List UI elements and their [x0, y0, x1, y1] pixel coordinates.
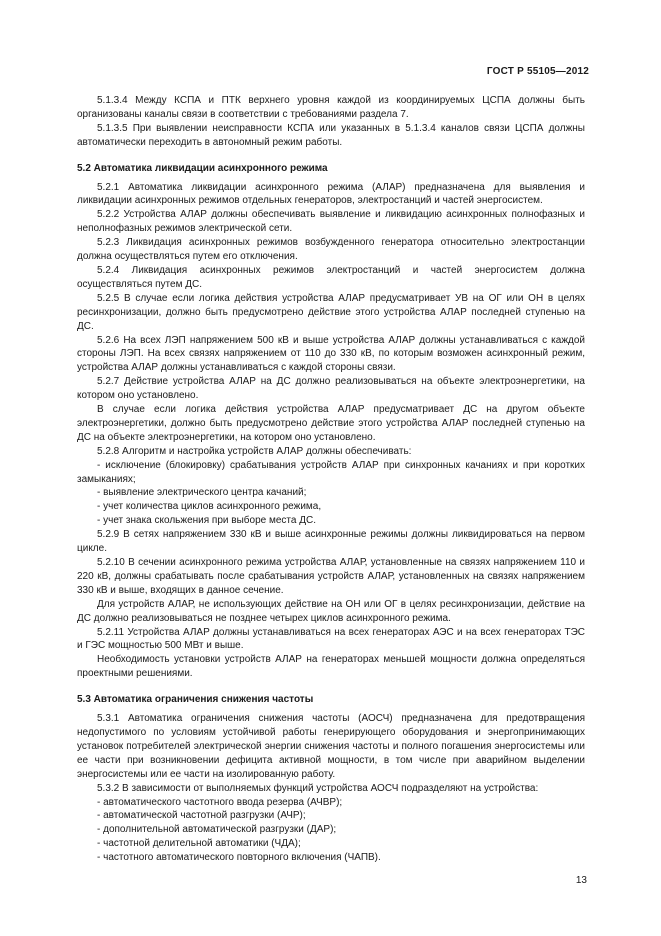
paragraph: - исключение (блокировку) срабатывания устройств АЛАР при синхронных качаниях и при коротких замыканиях; — [77, 459, 585, 485]
paragraph: - частотного автоматического повторного включения (ЧАПВ). — [97, 852, 381, 864]
paragraph: Необходимость установки устройств АЛАР на генераторах меньшей мощности должна определяться проектными решениями. — [77, 654, 585, 680]
paragraph: 5.3.1 Автоматика ограничения снижения частоты (АОСЧ) предназначена для предотвращения недопустимого по условиям устойчивой работы генерирующего оборудования и энергопринимающих установок потребителей электрической энергии снижения частоты и полного погашения энергосистемы или ее части при возникновении дефицита активной мощности, в том числе при аварийном выделении энергосистемы или ее части на изолированную работу. — [77, 713, 585, 780]
paragraph: 5.2.11 Устройства АЛАР должны устанавливаться на всех генераторах АЭС и на всех генераторах ТЭС и ГЭС мощностью 500 МВт и выше. — [77, 626, 585, 652]
paragraph: 5.2.4 Ликвидация асинхронных режимов электростанций и частей энергосистем должна осуществляться путем ДС. — [77, 264, 585, 290]
paragraph: 5.2.8 Алгоритм и настройка устройств АЛАР должны обеспечивать: — [97, 445, 412, 457]
paragraph: - автоматического частотного ввода резерва (АЧВР); — [97, 796, 343, 808]
paragraph: Для устройств АЛАР, не использующих действие на ОН или ОГ в целях ресинхронизации, действие на ДС должно реализовываться не позднее четырех циклов асинхронного режима. — [77, 598, 585, 624]
paragraph: 5.2.2 Устройства АЛАР должны обеспечивать выявление и ликвидацию асинхронных полнофазных и неполнофазных режимов электрической сети. — [77, 209, 585, 235]
section-heading: 5.2 Автоматика ликвидации асинхронного режима — [77, 162, 328, 174]
paragraph: 5.1.3.4 Между КСПА и ПТК верхнего уровня каждой из координируемых ЦСПА должны быть организованы каналы связи в соответствии с требованиями раздела 7. — [77, 95, 585, 120]
document-body — [77, 94, 585, 865]
paragraph: В случае если логика действия устройства АЛАР предусматривает ДС на другом объекте электроэнергетики, должно быть предусмотрено действие этого устройства АЛАР последней ступенью на ДС на объекте электроэнергетики, на котором оно установлено. — [77, 404, 585, 443]
paragraph: 5.2.6 На всех ЛЭП напряжением 500 кВ и выше устройства АЛАР должны устанавливаться с каждой стороны ЛЭП. На всех связях напряжением от 110 до 330 кВ, по которым возможен асинхронный режим, устройства АЛАР должны устанавливаться с каждой стороны связи. — [77, 334, 585, 374]
paragraph: - учет количества циклов асинхронного режима, — [97, 501, 322, 513]
paragraph: 5.2.7 Действие устройства АЛАР на ДС должно реализовываться на объекте электроэнергетики, на котором оно установлено. — [77, 376, 585, 402]
paragraph: - учет знака скольжения при выборе места ДС. — [97, 515, 316, 527]
page-number: 13 — [575, 875, 587, 886]
paragraph: - выявление электрического центра качаний; — [97, 487, 307, 499]
paragraph: - автоматической частотной разгрузки (АЧР); — [97, 810, 306, 822]
paragraph: - частотной делительной автоматики (ЧДА); — [97, 838, 301, 850]
paragraph: 5.2.10 В сечении асинхронного режима устройства АЛАР, установленные на связях напряжением 110 и 220 кВ, должны срабатывать после срабатывания устройств АЛАР, установленных на связях напряжением 330 кВ и выше, входящих в данное сечение. — [77, 557, 585, 596]
paragraph: 5.2.1 Автоматика ликвидации асинхронного режима (АЛАР) предназначена для выявления и ликвидации асинхронных режимов отдельных генераторов, электростанций и частей энергосистем. — [77, 181, 585, 207]
paragraph: 5.2.3 Ликвидация асинхронных режимов возбужденного генератора относительно электростанции должна осуществляться путем его отключения. — [77, 237, 585, 263]
section-heading: 5.3 Автоматика ограничения снижения частоты — [77, 694, 314, 706]
paragraph: 5.2.5 В случае если логика действия устройства АЛАР предусматривает УВ на ОГ или ОН в целях ресинхронизации, должно быть предусмотрено действие этого устройства АЛАР последней ступенью на ДС. — [77, 292, 585, 332]
paragraph: - дополнительной автоматической разгрузки (ДАР); — [97, 824, 337, 836]
paragraph: 5.2.9 В сетях напряжением 330 кВ и выше асинхронные режимы должны ликвидироваться на первом цикле. — [77, 529, 585, 555]
paragraph: 5.1.3.5 При выявлении неисправности КСПА или указанных в 5.1.3.4 каналов связи ЦСПА должны автоматически переходить в автономный режим работы. — [77, 122, 585, 148]
document-header: ГОСТ Р 55105—2012 — [486, 66, 589, 77]
paragraph: 5.3.2 В зависимости от выполняемых функций устройства АОСЧ подразделяют на устройства: — [97, 782, 539, 794]
